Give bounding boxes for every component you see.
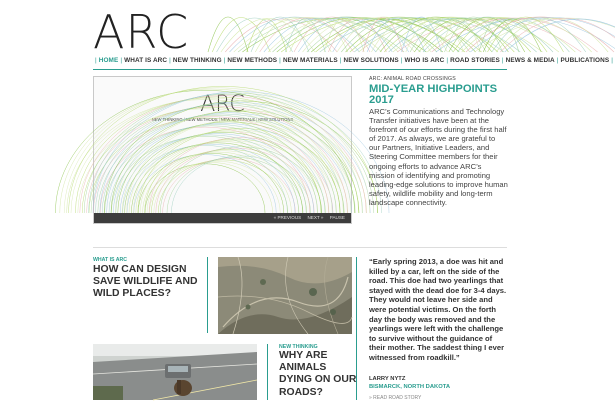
nav-item-new-methods[interactable]: NEW METHODS	[227, 57, 278, 64]
nav-item-publications[interactable]: PUBLICATIONS	[560, 57, 610, 64]
road-wildlife-photo[interactable]	[93, 344, 257, 400]
nav-item-road-stories[interactable]: ROAD STORIES	[450, 57, 500, 64]
header-arc	[505, 19, 615, 52]
arc-logo[interactable]: ARC	[93, 5, 190, 59]
next-button[interactable]: NEXT »	[307, 215, 324, 220]
section-divider	[93, 247, 507, 248]
slide-arc	[116, 135, 306, 213]
aerial-landscape-photo[interactable]	[218, 257, 352, 334]
read-road-story-link[interactable]: » READ ROAD STORY	[369, 395, 422, 401]
slideshow-controls	[94, 213, 351, 223]
aerial-photo-graphic	[218, 257, 352, 334]
quote-author: LARRY NYTZ	[369, 376, 406, 382]
header-arc	[479, 19, 519, 53]
slide-arc	[98, 115, 336, 213]
nav-separator: |	[169, 57, 171, 64]
slide-arc	[134, 155, 276, 213]
quote-location: BISMARCK, NORTH DAKOTA	[369, 384, 451, 390]
nav-item-new-materials[interactable]: NEW MATERIALS	[282, 57, 338, 64]
nav-separator: |	[501, 57, 504, 64]
slide-arc	[125, 132, 322, 213]
pause-button[interactable]: PAUSE	[329, 215, 345, 220]
column-divider	[207, 257, 208, 333]
nav-separator: |	[120, 57, 123, 64]
nav-divider	[93, 69, 507, 70]
previous-button[interactable]: « PREVIOUS	[273, 215, 302, 220]
hero-slideshow[interactable]	[93, 76, 352, 224]
nav-separator: |	[446, 57, 449, 64]
nav-item-news-media[interactable]: NEWS & MEDIA	[505, 57, 555, 64]
new-thinking-kicker[interactable]: NEW THINKING	[279, 344, 318, 350]
slide-arc	[111, 111, 359, 213]
slide-subnav-item[interactable]: NEW THINKING	[151, 117, 183, 122]
header-arcs-graphic	[228, 0, 508, 52]
slide-arc	[120, 134, 314, 213]
nav-item-new-thinking[interactable]: NEW THINKING	[172, 57, 222, 64]
feature-body: ARC’s Communications and Technology Transfer initiatives have been at the forefront of our efforts during the first half of 2017. As always, we are grateful to our Partners, Initiative Leaders, and Steering Committee members for their ongoing efforts to advance ARC’s mission of identifying and promoting leading-edge solutions to improve human safety, wildlife mobility and long-term landscape connectivity.	[369, 107, 508, 207]
feature-title[interactable]: MID-YEAR HIGHPOINTS 2017	[369, 83, 498, 106]
slide-arc	[151, 149, 306, 213]
nav-item-home[interactable]: HOME	[98, 57, 119, 64]
main-nav	[93, 57, 613, 64]
nav-separator: |	[279, 57, 281, 64]
nav-separator: |	[556, 57, 559, 64]
feature-kicker: ARC: ANIMAL ROAD CROSSINGS	[369, 76, 456, 82]
column-divider-2	[267, 344, 268, 400]
slide-subnav-separator: |	[183, 117, 185, 122]
new-thinking-title[interactable]: WHY ARE ANIMALS DYING ON OUR ROADS?	[279, 350, 357, 398]
slide-subnav-separator: |	[218, 117, 220, 122]
slide-subnav-item[interactable]: NEW SOLUTIONS	[258, 117, 294, 122]
nav-separator: |	[400, 57, 403, 64]
header-arc	[212, 18, 270, 53]
nav-separator: |	[611, 57, 613, 64]
header-arc	[285, 19, 325, 53]
road-photo-graphic	[93, 344, 257, 400]
slide-subnav-item[interactable]: NEW MATERIALS	[220, 117, 256, 122]
nav-item-new-solutions[interactable]: NEW SOLUTIONS	[343, 57, 399, 64]
slide-subnav-item[interactable]: NEW METHODS	[185, 117, 218, 122]
slide-arcs-graphic	[94, 127, 353, 213]
road-story-quote: “Early spring 2013, a doe was hit and killed by a car, left on the side of the road. This doe had two yearlings that stayed with the dead doe for 3-4 days. They would not leave her side and were potential victims. On the forth day the body was removed and the yearlings were left with the challenge to survive without the guidance of their mother. The saddest thing I ever witnessed from roadkill.”	[369, 257, 507, 362]
nav-separator: |	[339, 57, 342, 64]
what-is-arc-title[interactable]: HOW CAN DESIGN SAVE WILDLIFE AND WILD PLACES?	[93, 264, 198, 299]
what-is-arc-kicker[interactable]: WHAT IS ARC	[93, 257, 128, 263]
slide-subnav-separator: |	[256, 117, 258, 122]
nav-item-who-is-arc[interactable]: WHO IS ARC	[404, 57, 445, 64]
nav-item-what-is-arc[interactable]: WHAT IS ARC	[124, 57, 168, 64]
nav-separator: |	[223, 57, 226, 64]
slide-arc	[107, 113, 352, 213]
header-arcs-artwork	[228, 0, 508, 52]
nav-separator: |	[95, 57, 97, 64]
slide-logo: ARC	[200, 92, 245, 117]
